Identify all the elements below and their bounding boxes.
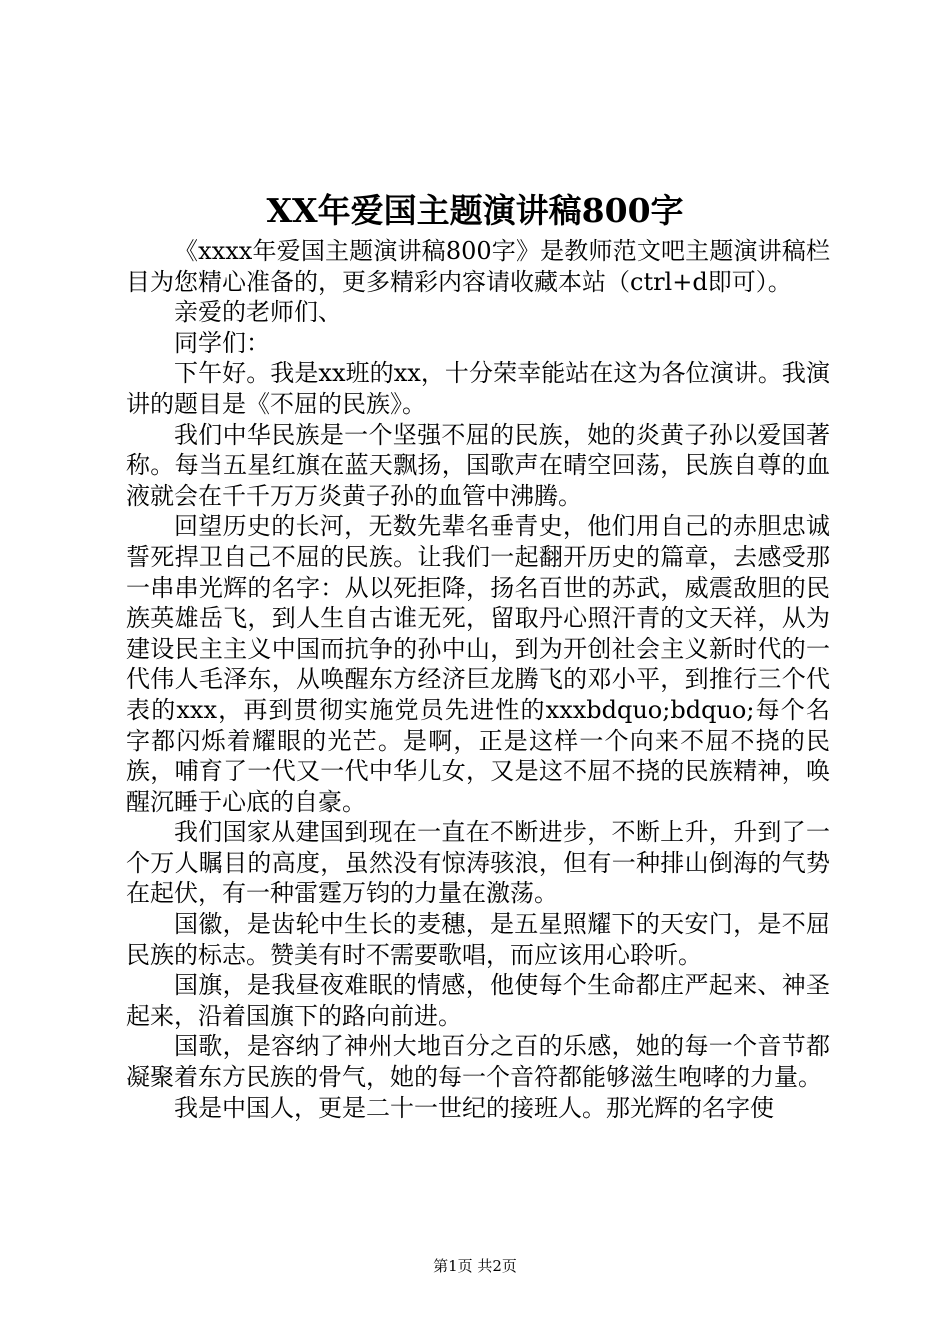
- paragraph-flag: 国旗，是我昼夜难眠的情感，他使每个生命都庄严起来、神圣起来，沿着国旗下的路向前进。: [126, 971, 830, 1030]
- paragraph-greeting: 下午好。我是xx班的xx，十分荣幸能站在这为各位演讲。我演讲的题目是《不屈的民族》。: [126, 359, 830, 418]
- paragraph-intro: 《xxxx年爱国主题演讲稿800字》是教师范文吧主题演讲稿栏目为您精心准备的，更多精彩内容请收藏本站（ctrl+d即可）。: [126, 237, 830, 296]
- paragraph-progress: 我们国家从建国到现在一直在不断进步，不断上升，升到了一个万人瞩目的高度，虽然没有惊涛骇浪，但有一种排山倒海的气势在起伏，有一种雷霆万钧的力量在激荡。: [126, 818, 830, 908]
- paragraph-history: 回望历史的长河，无数先辈名垂青史，他们用自己的赤胆忠诚誓死捍卫自己不屈的民族。让我们一起翻开历史的篇章，去感受那一串串光辉的名字：从以死拒降，扬名百世的苏武，威震敌胆的民族英雄岳飞，到人生自古谁无死，留取丹心照汗青的文天祥，从为建设民主主义中国而抗争的孙中山，到为开创社会主义新时代的一代伟人毛泽东，从唤醒东方经济巨龙腾飞的邓小平，到推行三个代表的xxx，再到贯彻实施党员先进性的xxxbdquo;bdquo;每个名字都闪烁着耀眼的光芒。是啊，正是这样一个向来不屈不挠的民族，哺育了一代又一代中华儿女，又是这不屈不挠的民族精神，唤醒沉睡于心底的自豪。: [126, 512, 830, 816]
- document-body: [126, 236, 830, 1123]
- paragraph-closing: 我是中国人，更是二十一世纪的接班人。那光辉的名字使: [174, 1093, 774, 1122]
- paragraph-nation: 我们中华民族是一个坚强不屈的民族，她的炎黄子孙以爱国著称。每当五星红旗在蓝天飘扬，国歌声在晴空回荡，民族自尊的血液就会在千千万万炎黄子孙的血管中沸腾。: [126, 420, 830, 510]
- paragraph-salutation-teachers: 亲爱的老师们、: [174, 298, 342, 327]
- page-number-footer: 第1页 共2页: [433, 1257, 517, 1275]
- paragraph-anthem: 国歌，是容纳了神州大地百分之百的乐感，她的每一个音节都凝聚着东方民族的骨气，她的每一个音符都能够滋生咆哮的力量。: [126, 1032, 830, 1092]
- paragraph-emblem: 国徽，是齿轮中生长的麦穗，是五星照耀下的天安门，是不屈民族的标志。赞美有时不需要歌唱，而应该用心聆听。: [126, 910, 830, 969]
- document-title: XX年爱国主题演讲稿800字: [266, 191, 684, 230]
- paragraph-salutation-students: 同学们：: [174, 328, 270, 357]
